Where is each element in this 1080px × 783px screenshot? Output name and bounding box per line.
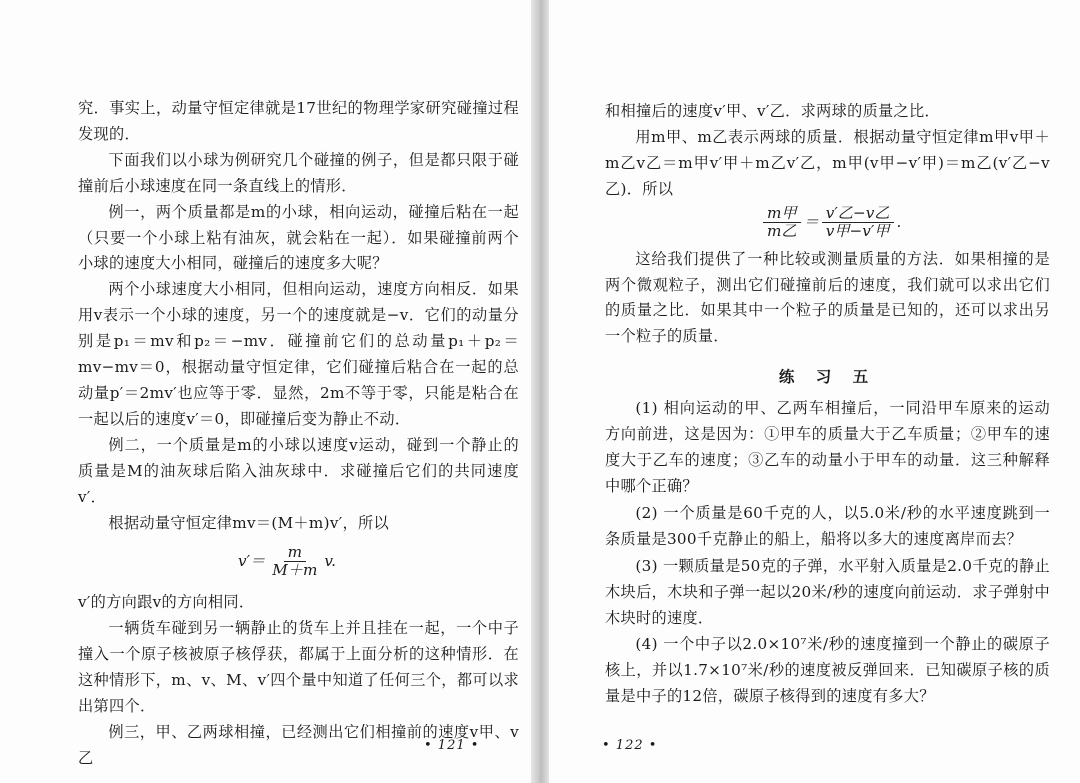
fraction-numerator: m — [284, 544, 306, 562]
fraction-denominator: v甲−v′甲 — [825, 221, 890, 240]
fraction-denominator: m乙 — [767, 221, 797, 240]
paragraph: 究．事实上，动量守恒定律就是17世纪的物理学家研究碰撞过程发现的． — [78, 99, 519, 143]
paragraph: 例二，一个质量是m的小球以速度v运动，碰到一个静止的质量是M的油灰球后陷入油灰球中．求碰撞后它们的共同速度v′． — [78, 435, 519, 506]
period: . — [896, 212, 902, 231]
page-number: • 121 • — [424, 738, 480, 753]
formula-mass-ratio — [605, 203, 1050, 243]
paragraph: 这给我们提供了一种比较或测量质量的方法．如果相撞的是两个微观粒子，测出它们碰撞前后的速度，我们就可以求出它们的质量之比．如果其中一个粒子的质量是已知的，还可以求出另一个粒子的质量． — [605, 249, 1050, 346]
exercise-item: (4) 一个中子以2.0×10⁷米/秒的速度撞到一个静止的碳原子核上，并以1.7×10⁷米/秒的速度被反弹回来．已知碳原子核的质量是中子的12倍，碳原子核得到的速度有多大？ — [605, 635, 1050, 706]
exercise-item: (2) 一个质量是60千克的人，以5.0米/秒的水平速度跳到一条质量是300千克静止的船上，船将以多大的速度离岸而去？ — [605, 503, 1050, 548]
paragraph: 两个小球速度大小相同，但相向运动，速度方向相反．如果用v表示一个小球的速度，另一个的速度就是−v．它们的动量分别是p₁＝mv和p₂＝−mv．碰撞前它们的总动量p₁＋p₂＝mv−mv＝0，根据动量守恒定律，它们碰撞后粘合在一起的总动量p′＝2mv′也应等于零．显然，2m不等于零，只能是粘合在一起以后的速度v′＝0，即碰撞后变为静止不动． — [78, 280, 519, 428]
book-gutter — [531, 0, 549, 783]
page-number: • 122 • — [602, 738, 658, 753]
fraction — [268, 544, 321, 579]
exercise-item: (1) 相向运动的甲、乙两车相撞后，一同沿甲车原来的运动方向前进，这是因为：①甲车的质量大于乙车质量；②甲车的速度大于乙车的速度；③乙车的动量小于甲车的动量．这三种解释中哪个正确？ — [605, 399, 1050, 495]
formula-lhs: v′＝ — [238, 552, 266, 571]
paragraph: 和相撞后的速度v′甲、v′乙．求两球的质量之比． — [605, 102, 941, 120]
fraction-numerator: v′乙−v乙 — [822, 205, 894, 223]
paragraph: 例三，甲、乙两球相撞，已经测出它们相撞前的速度v甲、v乙 — [78, 722, 519, 767]
fraction-velocity — [822, 205, 894, 240]
fraction-denominator: M＋m — [272, 561, 318, 580]
left-page — [0, 0, 531, 783]
exercise-item: (3) 一颗质量是50克的子弹，水平射入质量是2.0千克的静止木块后，木块和子弹一起以20米/秒的速度向前运动．求子弹射中木块时的速度． — [605, 556, 1050, 627]
formula-velocity — [78, 544, 519, 584]
exercise-title: 练 习 五 — [778, 368, 877, 387]
paragraph: 用m甲、m乙表示两球的质量．根据动量守恒定律m甲v甲＋m乙v乙＝m甲v′甲＋m乙v′乙，m甲(v甲−v′甲)＝m乙(v′乙−v乙)．所以 — [605, 127, 1050, 198]
fraction-numerator: m甲 — [763, 205, 801, 223]
paragraph: 根据动量守恒定律mv＝(M＋m)v′，所以 — [108, 513, 389, 532]
fraction-mass — [763, 205, 801, 240]
paragraph: v′的方向跟v的方向相同． — [78, 593, 255, 612]
paragraph: 一辆货车碰到另一辆静止的货车上并且挂在一起，一个中子撞入一个原子核被原子核俘获，都属于上面分析的这种情形．在这种情形下，m、v、M、v′四个量中知道了任何三个，都可以求出第四个． — [78, 619, 519, 716]
paragraph: 下面我们以小球为例研究几个碰撞的例子，但是都只限于碰撞前后小球速度在同一条直线上的情形． — [78, 150, 519, 195]
right-page — [549, 0, 1080, 783]
paragraph: 例一，两个质量都是m的小球，相向运动，碰撞后粘在一起（只要一个小球上粘有油灰，就会粘在一起）．如果碰撞前两个小球的速度大小相同，碰撞后的速度多大呢？ — [78, 202, 519, 273]
equals-sign: ＝ — [803, 212, 819, 231]
formula-rhs: v. — [324, 552, 336, 571]
